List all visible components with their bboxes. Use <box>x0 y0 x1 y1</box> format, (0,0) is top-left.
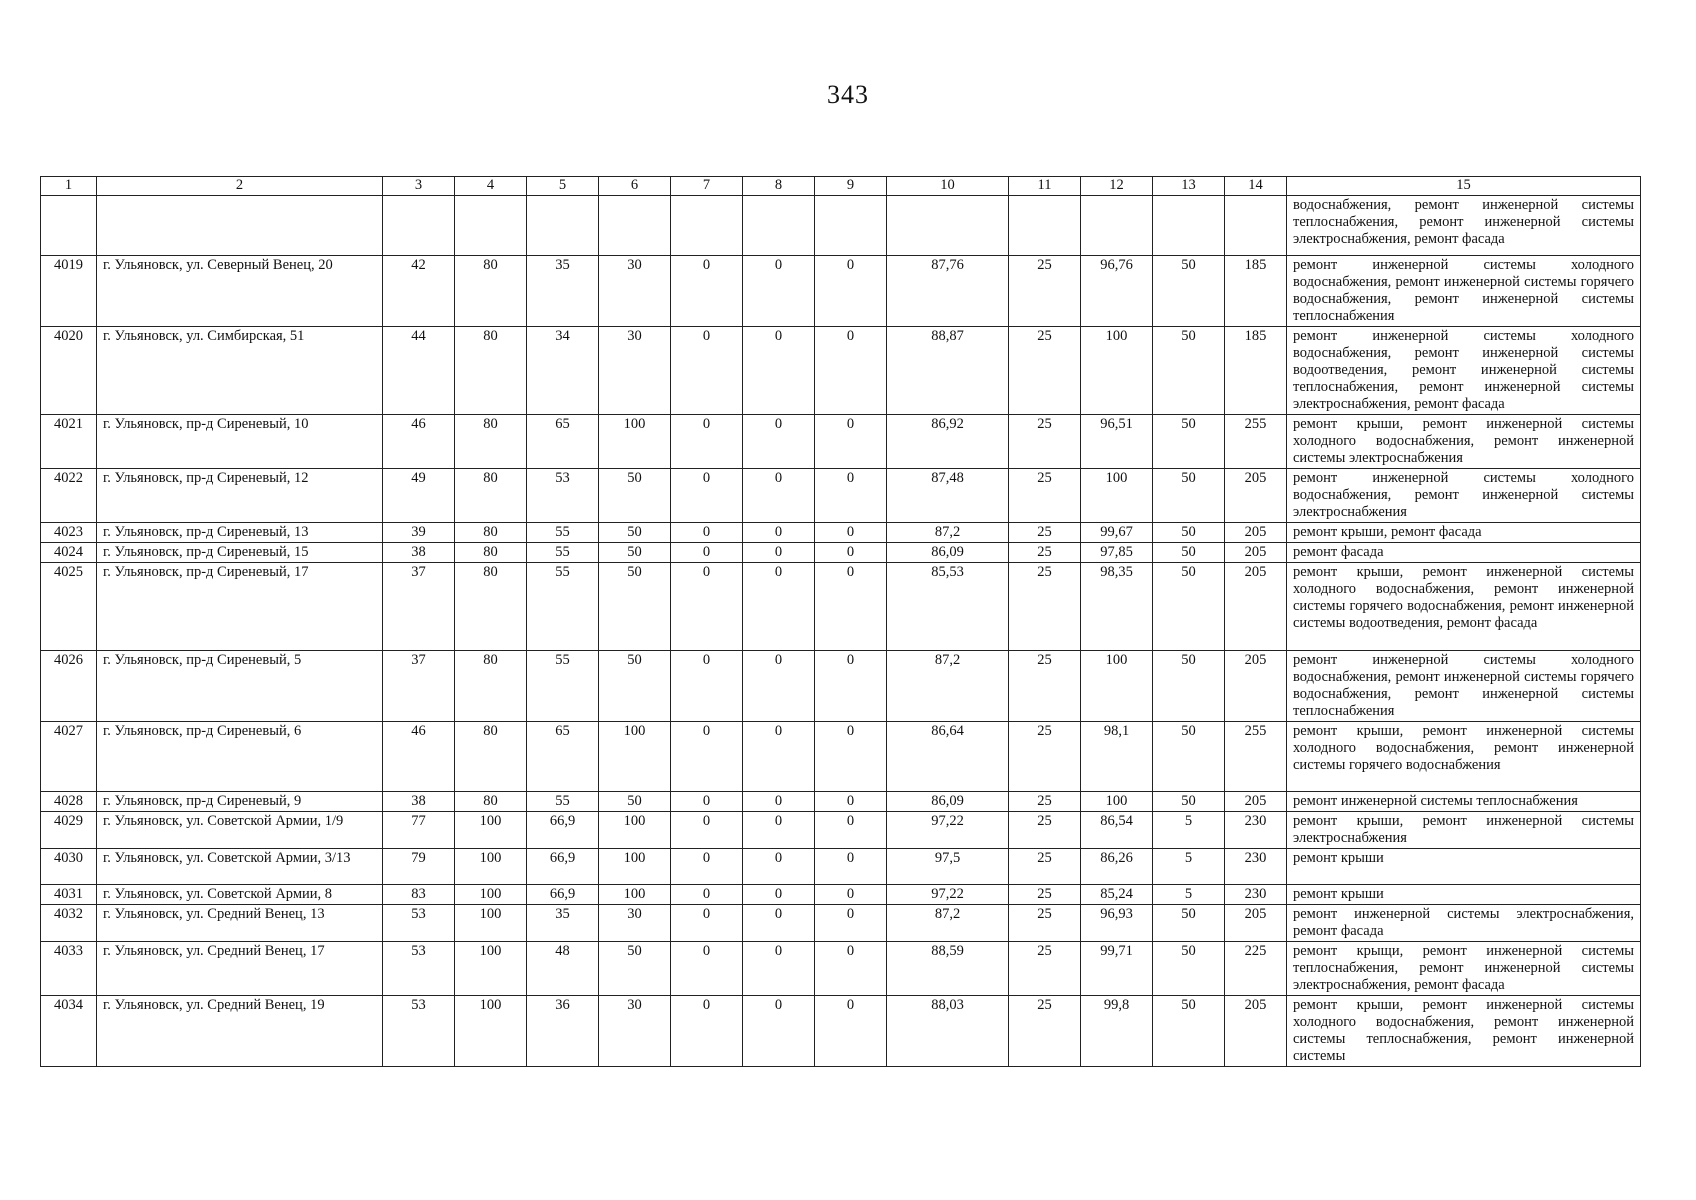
cell-col-12: 86,26 <box>1081 849 1153 885</box>
cell-col-6: 100 <box>599 885 671 905</box>
row-number-cell: 4033 <box>41 942 97 996</box>
cell-col-5: 34 <box>527 327 599 415</box>
document-table-wrapper <box>40 176 1640 1067</box>
table-row <box>41 415 1641 469</box>
cell-col-6: 50 <box>599 523 671 543</box>
row-number-cell <box>41 196 97 256</box>
address-cell: г. Ульяновск, пр-д Сиреневый, 15 <box>97 543 383 563</box>
cell-col-10: 87,48 <box>887 469 1009 523</box>
cell-col-8: 0 <box>743 415 815 469</box>
repair-works-cell: ремонт инженерной системы холодного водоснабжения, ремонт инженерной системы водоотведения, ремонт инженерной системы теплоснабжения, ремонт инженерной системы электроснабжения, ремонт фасада <box>1287 327 1641 415</box>
cell-col-5: 55 <box>527 563 599 651</box>
cell-col-13: 50 <box>1153 651 1225 722</box>
cell-col-3: 37 <box>383 563 455 651</box>
cell-col-14: 205 <box>1225 792 1287 812</box>
cell-col-3 <box>383 196 455 256</box>
cell-col-11: 25 <box>1009 885 1081 905</box>
cell-col-14: 205 <box>1225 905 1287 942</box>
address-cell: г. Ульяновск, ул. Советской Армии, 8 <box>97 885 383 905</box>
repair-works-cell: ремонт инженерной системы холодного водоснабжения, ремонт инженерной системы горячего водоснабжения, ремонт инженерной системы теплоснабжения <box>1287 651 1641 722</box>
cell-col-8: 0 <box>743 885 815 905</box>
repair-works-cell: ремонт крыши, ремонт инженерной системы холодного водоснабжения, ремонт инженерной системы горячего водоснабжения <box>1287 722 1641 792</box>
cell-col-8 <box>743 196 815 256</box>
cell-col-8: 0 <box>743 651 815 722</box>
cell-col-5: 36 <box>527 996 599 1067</box>
cell-col-8: 0 <box>743 722 815 792</box>
cell-col-3: 49 <box>383 469 455 523</box>
cell-col-12: 99,67 <box>1081 523 1153 543</box>
cell-col-12: 99,8 <box>1081 996 1153 1067</box>
cell-col-13: 50 <box>1153 469 1225 523</box>
table-row <box>41 905 1641 942</box>
table-row <box>41 327 1641 415</box>
cell-col-8: 0 <box>743 469 815 523</box>
row-number-cell: 4027 <box>41 722 97 792</box>
repair-works-cell: ремонт крыши, ремонт инженерной системы электроснабжения <box>1287 812 1641 849</box>
row-number-cell: 4021 <box>41 415 97 469</box>
cell-col-14: 230 <box>1225 885 1287 905</box>
cell-col-9: 0 <box>815 849 887 885</box>
table-row <box>41 256 1641 327</box>
cell-col-13: 50 <box>1153 543 1225 563</box>
cell-col-6: 50 <box>599 651 671 722</box>
cell-col-14: 205 <box>1225 996 1287 1067</box>
cell-col-8: 0 <box>743 543 815 563</box>
cell-col-14: 205 <box>1225 469 1287 523</box>
cell-col-8: 0 <box>743 792 815 812</box>
column-header-7: 7 <box>671 177 743 196</box>
cell-col-10: 86,64 <box>887 722 1009 792</box>
cell-col-10: 87,76 <box>887 256 1009 327</box>
cell-col-11: 25 <box>1009 469 1081 523</box>
cell-col-6: 100 <box>599 722 671 792</box>
cell-col-5: 35 <box>527 256 599 327</box>
address-cell <box>97 196 383 256</box>
cell-col-9: 0 <box>815 469 887 523</box>
column-header-4: 4 <box>455 177 527 196</box>
column-header-11: 11 <box>1009 177 1081 196</box>
cell-col-12: 98,35 <box>1081 563 1153 651</box>
repair-works-cell: ремонт крыши <box>1287 885 1641 905</box>
cell-col-14: 205 <box>1225 563 1287 651</box>
cell-col-5: 66,9 <box>527 885 599 905</box>
cell-col-11: 25 <box>1009 996 1081 1067</box>
table-row <box>41 812 1641 849</box>
cell-col-5: 48 <box>527 942 599 996</box>
address-cell: г. Ульяновск, ул. Советской Армии, 3/13 <box>97 849 383 885</box>
address-cell: г. Ульяновск, ул. Средний Венец, 19 <box>97 996 383 1067</box>
cell-col-4: 80 <box>455 256 527 327</box>
cell-col-14: 185 <box>1225 256 1287 327</box>
cell-col-3: 79 <box>383 849 455 885</box>
cell-col-11: 25 <box>1009 905 1081 942</box>
cell-col-7: 0 <box>671 812 743 849</box>
cell-col-8: 0 <box>743 905 815 942</box>
address-cell: г. Ульяновск, пр-д Сиреневый, 6 <box>97 722 383 792</box>
cell-col-10: 97,22 <box>887 885 1009 905</box>
column-header-8: 8 <box>743 177 815 196</box>
table-row <box>41 543 1641 563</box>
row-number-cell: 4034 <box>41 996 97 1067</box>
cell-col-7: 0 <box>671 849 743 885</box>
cell-col-4: 80 <box>455 722 527 792</box>
cell-col-5: 53 <box>527 469 599 523</box>
cell-col-5 <box>527 196 599 256</box>
cell-col-3: 53 <box>383 905 455 942</box>
cell-col-3: 53 <box>383 996 455 1067</box>
cell-col-10: 86,09 <box>887 792 1009 812</box>
repair-works-cell: ремонт крыши, ремонт фасада <box>1287 523 1641 543</box>
table-body <box>41 196 1641 1067</box>
cell-col-11: 25 <box>1009 327 1081 415</box>
cell-col-13: 50 <box>1153 942 1225 996</box>
cell-col-12: 96,93 <box>1081 905 1153 942</box>
address-cell: г. Ульяновск, ул. Симбирская, 51 <box>97 327 383 415</box>
cell-col-14: 205 <box>1225 543 1287 563</box>
table-row <box>41 849 1641 885</box>
repair-works-cell: ремонт инженерной системы холодного водоснабжения, ремонт инженерной системы электроснабжения <box>1287 469 1641 523</box>
cell-col-3: 83 <box>383 885 455 905</box>
row-number-cell: 4028 <box>41 792 97 812</box>
cell-col-4: 80 <box>455 563 527 651</box>
column-header-13: 13 <box>1153 177 1225 196</box>
cell-col-14: 230 <box>1225 849 1287 885</box>
cell-col-8: 0 <box>743 849 815 885</box>
row-number-cell: 4020 <box>41 327 97 415</box>
cell-col-9: 0 <box>815 415 887 469</box>
repair-works-cell: ремонт крыши, ремонт инженерной системы холодного водоснабжения, ремонт инженерной системы горячего водоснабжения, ремонт инженерной системы водоотведения, ремонт фасада <box>1287 563 1641 651</box>
table-row <box>41 196 1641 256</box>
cell-col-7: 0 <box>671 885 743 905</box>
cell-col-4: 80 <box>455 469 527 523</box>
cell-col-12: 99,71 <box>1081 942 1153 996</box>
repair-works-cell: ремонт фасада <box>1287 543 1641 563</box>
cell-col-13: 5 <box>1153 849 1225 885</box>
cell-col-10: 97,22 <box>887 812 1009 849</box>
cell-col-10: 88,59 <box>887 942 1009 996</box>
cell-col-5: 35 <box>527 905 599 942</box>
cell-col-3: 39 <box>383 523 455 543</box>
cell-col-10: 87,2 <box>887 905 1009 942</box>
column-header-6: 6 <box>599 177 671 196</box>
cell-col-3: 44 <box>383 327 455 415</box>
cell-col-6: 30 <box>599 256 671 327</box>
row-number-cell: 4023 <box>41 523 97 543</box>
cell-col-4: 80 <box>455 792 527 812</box>
cell-col-6: 50 <box>599 792 671 812</box>
address-cell: г. Ульяновск, ул. Средний Венец, 13 <box>97 905 383 942</box>
cell-col-9: 0 <box>815 792 887 812</box>
column-header-9: 9 <box>815 177 887 196</box>
cell-col-14: 255 <box>1225 722 1287 792</box>
cell-col-6: 50 <box>599 543 671 563</box>
address-cell: г. Ульяновск, пр-д Сиреневый, 9 <box>97 792 383 812</box>
cell-col-13: 50 <box>1153 996 1225 1067</box>
repair-works-cell: водоснабжения, ремонт инженерной системы теплоснабжения, ремонт инженерной системы электроснабжения, ремонт фасада <box>1287 196 1641 256</box>
cell-col-12: 100 <box>1081 327 1153 415</box>
page-number: 343 <box>827 80 869 109</box>
cell-col-9: 0 <box>815 543 887 563</box>
cell-col-7: 0 <box>671 722 743 792</box>
cell-col-3: 77 <box>383 812 455 849</box>
cell-col-11 <box>1009 196 1081 256</box>
cell-col-13: 5 <box>1153 812 1225 849</box>
cell-col-11: 25 <box>1009 849 1081 885</box>
cell-col-12: 100 <box>1081 469 1153 523</box>
cell-col-13: 50 <box>1153 256 1225 327</box>
cell-col-8: 0 <box>743 563 815 651</box>
cell-col-9: 0 <box>815 256 887 327</box>
cell-col-13: 5 <box>1153 885 1225 905</box>
cell-col-9: 0 <box>815 722 887 792</box>
row-number-cell: 4019 <box>41 256 97 327</box>
repair-works-cell: ремонт крыщи, ремонт инженерной системы теплоснабжения, ремонт инженерной системы электроснабжения, ремонт фасада <box>1287 942 1641 996</box>
repair-works-cell: ремонт инженерной системы электроснабжения, ремонт фасада <box>1287 905 1641 942</box>
cell-col-3: 38 <box>383 543 455 563</box>
address-cell: г. Ульяновск, ул. Северный Венец, 20 <box>97 256 383 327</box>
cell-col-5: 55 <box>527 651 599 722</box>
cell-col-11: 25 <box>1009 792 1081 812</box>
cell-col-4: 80 <box>455 523 527 543</box>
cell-col-4: 100 <box>455 849 527 885</box>
repair-works-cell: ремонт инженерной системы теплоснабжения <box>1287 792 1641 812</box>
table-row <box>41 942 1641 996</box>
cell-col-5: 66,9 <box>527 812 599 849</box>
repair-works-cell: ремонт инженерной системы холодного водоснабжения, ремонт инженерной системы горячего водоснабжения, ремонт инженерной системы теплоснабжения <box>1287 256 1641 327</box>
cell-col-6: 100 <box>599 812 671 849</box>
cell-col-5: 55 <box>527 792 599 812</box>
cell-col-4: 100 <box>455 812 527 849</box>
cell-col-11: 25 <box>1009 256 1081 327</box>
column-header-3: 3 <box>383 177 455 196</box>
cell-col-12: 97,85 <box>1081 543 1153 563</box>
cell-col-14: 185 <box>1225 327 1287 415</box>
cell-col-12: 96,76 <box>1081 256 1153 327</box>
table-row <box>41 885 1641 905</box>
table-row <box>41 651 1641 722</box>
row-number-cell: 4025 <box>41 563 97 651</box>
cell-col-10: 86,09 <box>887 543 1009 563</box>
cell-col-3: 46 <box>383 722 455 792</box>
table-row <box>41 722 1641 792</box>
cell-col-6: 30 <box>599 327 671 415</box>
cell-col-3: 37 <box>383 651 455 722</box>
table-row <box>41 792 1641 812</box>
cell-col-13: 50 <box>1153 415 1225 469</box>
column-header-15: 15 <box>1287 177 1641 196</box>
cell-col-13 <box>1153 196 1225 256</box>
cell-col-3: 38 <box>383 792 455 812</box>
cell-col-7: 0 <box>671 415 743 469</box>
cell-col-12: 85,24 <box>1081 885 1153 905</box>
repair-works-cell: ремонт крыши, ремонт инженерной системы холодного водоснабжения, ремонт инженерной системы электроснабжения <box>1287 415 1641 469</box>
cell-col-8: 0 <box>743 256 815 327</box>
cell-col-3: 53 <box>383 942 455 996</box>
cell-col-3: 42 <box>383 256 455 327</box>
cell-col-7: 0 <box>671 327 743 415</box>
cell-col-13: 50 <box>1153 327 1225 415</box>
repair-works-cell: ремонт крыши <box>1287 849 1641 885</box>
cell-col-14: 205 <box>1225 651 1287 722</box>
cell-col-7 <box>671 196 743 256</box>
cell-col-11: 25 <box>1009 543 1081 563</box>
cell-col-12: 100 <box>1081 792 1153 812</box>
cell-col-8: 0 <box>743 996 815 1067</box>
cell-col-7: 0 <box>671 543 743 563</box>
cell-col-11: 25 <box>1009 722 1081 792</box>
cell-col-13: 50 <box>1153 792 1225 812</box>
repair-works-cell: ремонт крыши, ремонт инженерной системы холодного водоснабжения, ремонт инженерной системы теплоснабжения, ремонт инженерной системы <box>1287 996 1641 1067</box>
cell-col-10: 87,2 <box>887 651 1009 722</box>
cell-col-8: 0 <box>743 942 815 996</box>
address-cell: г. Ульяновск, пр-д Сиреневый, 10 <box>97 415 383 469</box>
cell-col-12: 86,54 <box>1081 812 1153 849</box>
cell-col-9: 0 <box>815 651 887 722</box>
cell-col-8: 0 <box>743 812 815 849</box>
cell-col-13: 50 <box>1153 563 1225 651</box>
row-number-cell: 4031 <box>41 885 97 905</box>
cell-col-4: 80 <box>455 543 527 563</box>
cell-col-3: 46 <box>383 415 455 469</box>
cell-col-7: 0 <box>671 563 743 651</box>
cell-col-10: 85,53 <box>887 563 1009 651</box>
cell-col-7: 0 <box>671 469 743 523</box>
cell-col-7: 0 <box>671 905 743 942</box>
cell-col-8: 0 <box>743 327 815 415</box>
table-row <box>41 996 1641 1067</box>
header-row <box>41 177 1641 196</box>
cell-col-13: 50 <box>1153 523 1225 543</box>
address-cell: г. Ульяновск, пр-д Сиреневый, 17 <box>97 563 383 651</box>
cell-col-14 <box>1225 196 1287 256</box>
cell-col-5: 65 <box>527 415 599 469</box>
cell-col-10: 86,92 <box>887 415 1009 469</box>
column-header-14: 14 <box>1225 177 1287 196</box>
row-number-cell: 4032 <box>41 905 97 942</box>
row-number-cell: 4022 <box>41 469 97 523</box>
cell-col-7: 0 <box>671 651 743 722</box>
cell-col-6: 30 <box>599 905 671 942</box>
cell-col-9: 0 <box>815 563 887 651</box>
cell-col-8: 0 <box>743 523 815 543</box>
cell-col-10: 88,03 <box>887 996 1009 1067</box>
table-row <box>41 523 1641 543</box>
cell-col-4 <box>455 196 527 256</box>
cell-col-5: 66,9 <box>527 849 599 885</box>
cell-col-10: 88,87 <box>887 327 1009 415</box>
cell-col-12: 100 <box>1081 651 1153 722</box>
row-number-cell: 4029 <box>41 812 97 849</box>
cell-col-10: 87,2 <box>887 523 1009 543</box>
cell-col-13: 50 <box>1153 905 1225 942</box>
cell-col-12: 96,51 <box>1081 415 1153 469</box>
column-header-5: 5 <box>527 177 599 196</box>
cell-col-9: 0 <box>815 942 887 996</box>
cell-col-6: 100 <box>599 849 671 885</box>
cell-col-4: 80 <box>455 651 527 722</box>
cell-col-12: 98,1 <box>1081 722 1153 792</box>
cell-col-10: 97,5 <box>887 849 1009 885</box>
cell-col-9: 0 <box>815 327 887 415</box>
cell-col-6: 50 <box>599 942 671 996</box>
cell-col-7: 0 <box>671 523 743 543</box>
address-cell: г. Ульяновск, ул. Средний Венец, 17 <box>97 942 383 996</box>
cell-col-13: 50 <box>1153 722 1225 792</box>
cell-col-6: 30 <box>599 996 671 1067</box>
cell-col-10 <box>887 196 1009 256</box>
cell-col-11: 25 <box>1009 942 1081 996</box>
cell-col-6: 50 <box>599 563 671 651</box>
cell-col-9 <box>815 196 887 256</box>
address-cell: г. Ульяновск, пр-д Сиреневый, 5 <box>97 651 383 722</box>
cell-col-4: 100 <box>455 942 527 996</box>
cell-col-14: 205 <box>1225 523 1287 543</box>
cell-col-11: 25 <box>1009 415 1081 469</box>
cell-col-9: 0 <box>815 523 887 543</box>
row-number-cell: 4024 <box>41 543 97 563</box>
column-header-12: 12 <box>1081 177 1153 196</box>
cell-col-4: 100 <box>455 885 527 905</box>
cell-col-7: 0 <box>671 256 743 327</box>
cell-col-11: 25 <box>1009 651 1081 722</box>
cell-col-5: 65 <box>527 722 599 792</box>
cell-col-7: 0 <box>671 792 743 812</box>
cell-col-6 <box>599 196 671 256</box>
table-row <box>41 563 1641 651</box>
cell-col-4: 100 <box>455 905 527 942</box>
column-header-10: 10 <box>887 177 1009 196</box>
address-cell: г. Ульяновск, пр-д Сиреневый, 13 <box>97 523 383 543</box>
cell-col-6: 50 <box>599 469 671 523</box>
cell-col-5: 55 <box>527 523 599 543</box>
cell-col-4: 100 <box>455 996 527 1067</box>
table-row <box>41 469 1641 523</box>
cell-col-9: 0 <box>815 812 887 849</box>
column-header-2: 2 <box>97 177 383 196</box>
cell-col-5: 55 <box>527 543 599 563</box>
cell-col-14: 225 <box>1225 942 1287 996</box>
cell-col-11: 25 <box>1009 563 1081 651</box>
row-number-cell: 4030 <box>41 849 97 885</box>
cell-col-7: 0 <box>671 996 743 1067</box>
cell-col-4: 80 <box>455 415 527 469</box>
cell-col-4: 80 <box>455 327 527 415</box>
cell-col-9: 0 <box>815 996 887 1067</box>
address-cell: г. Ульяновск, пр-д Сиреневый, 12 <box>97 469 383 523</box>
column-header-1: 1 <box>41 177 97 196</box>
address-cell: г. Ульяновск, ул. Советской Армии, 1/9 <box>97 812 383 849</box>
cell-col-11: 25 <box>1009 812 1081 849</box>
cell-col-6: 100 <box>599 415 671 469</box>
row-number-cell: 4026 <box>41 651 97 722</box>
cell-col-14: 255 <box>1225 415 1287 469</box>
cell-col-7: 0 <box>671 942 743 996</box>
cell-col-12 <box>1081 196 1153 256</box>
cell-col-11: 25 <box>1009 523 1081 543</box>
repair-program-table <box>40 176 1641 1067</box>
cell-col-9: 0 <box>815 905 887 942</box>
cell-col-9: 0 <box>815 885 887 905</box>
cell-col-14: 230 <box>1225 812 1287 849</box>
